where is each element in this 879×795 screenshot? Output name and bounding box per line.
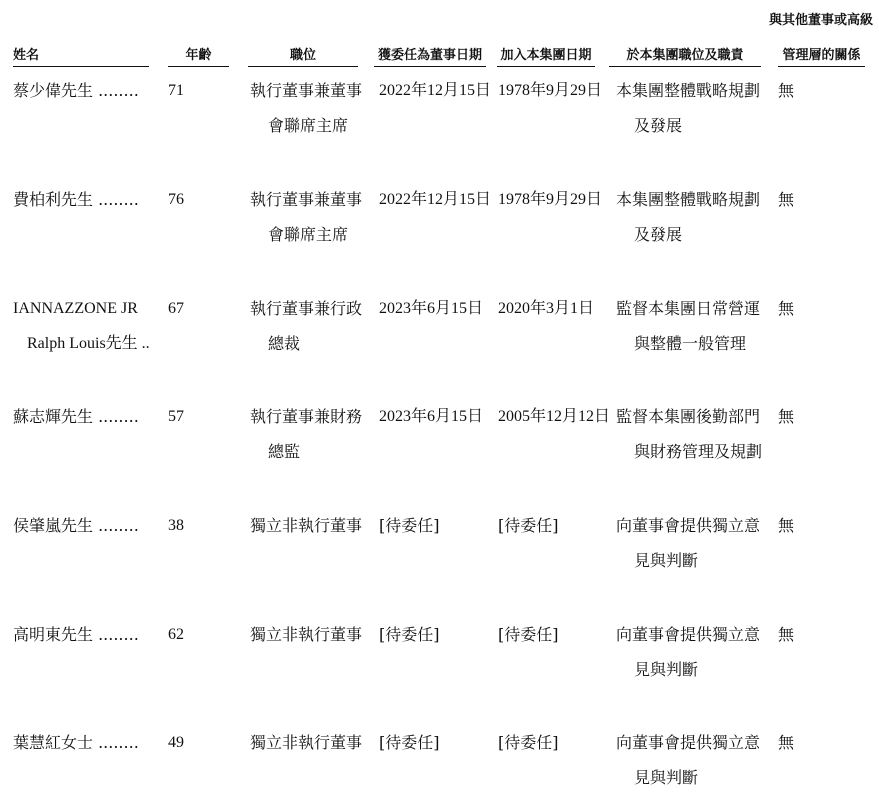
director-position [250, 508, 362, 543]
relationship-value: 無 [778, 190, 795, 209]
director-roles-line: 本集團整體戰略規劃 [616, 81, 761, 100]
header-rule-joined-date [497, 66, 595, 67]
director-position [250, 725, 362, 760]
director-position [250, 617, 362, 652]
director-name [13, 399, 139, 434]
director-name-line: Ralph Louis先生 .. [27, 335, 150, 352]
director-roles-line: 本集團整體戰略規劃 [616, 190, 761, 209]
director-position [250, 291, 362, 361]
director-name [13, 73, 139, 108]
director-name-line: 高明東先生 ........ [13, 625, 139, 644]
director-name-line: 費柏利先生 ........ [13, 190, 139, 209]
relationship-value: 無 [778, 733, 795, 752]
header-roles: 於本集團職位及職責 [626, 48, 744, 63]
director-age: 67 [168, 300, 184, 317]
director-roles-line: 向董事會提供獨立意 [616, 516, 761, 535]
director-roles-line: 見與判斷 [634, 768, 699, 787]
director-roles [616, 508, 760, 578]
director-position-line: 獨立非執行董事 [250, 733, 363, 752]
relationship-value: 無 [778, 81, 795, 100]
appointed-date: [待委任] [379, 733, 440, 752]
joined-date: [待委任] [498, 516, 559, 535]
header-position: 職位 [289, 48, 316, 63]
header-rule-relationship [778, 66, 865, 67]
director-roles-line: 及發展 [634, 225, 683, 244]
director-roles [616, 617, 760, 687]
header-rule-name [13, 66, 149, 67]
header-rule-roles [609, 66, 761, 67]
director-roles-line: 與財務管理及規劃 [634, 442, 763, 461]
director-roles [616, 73, 760, 143]
joined-date: [待委任] [498, 733, 559, 752]
appointed-date: 2022年12月15日 [379, 82, 492, 99]
director-roles [616, 725, 760, 795]
director-roles-line: 及發展 [634, 116, 683, 135]
director-name-line: 蔡少偉先生 ........ [13, 81, 139, 100]
director-roles [616, 399, 762, 469]
header-age: 年齡 [185, 48, 212, 63]
header-joined-date: 加入本集團日期 [500, 48, 592, 63]
director-name [13, 508, 139, 543]
director-roles-line: 監督本集團後勤部門 [616, 407, 761, 426]
relationship-value: 無 [778, 625, 795, 644]
director-age: 38 [168, 517, 184, 534]
director-name [13, 291, 150, 361]
director-roles [616, 182, 760, 252]
joined-date: 1978年9月29日 [498, 191, 603, 208]
appointed-date: 2023年6月15日 [379, 408, 484, 425]
director-roles-line: 向董事會提供獨立意 [616, 625, 761, 644]
director-roles-line: 見與判斷 [634, 660, 699, 679]
director-position-line: 總裁 [268, 334, 301, 353]
director-position-line: 執行董事兼董事 [250, 81, 363, 100]
director-name-line: 葉慧紅女士 ........ [13, 733, 139, 752]
director-name-line: 蘇志輝先生 ........ [13, 407, 139, 426]
joined-date: 2005年12月12日 [498, 408, 611, 425]
appointed-date: [待委任] [379, 516, 440, 535]
relationship-value: 無 [778, 516, 795, 535]
director-age: 57 [168, 408, 184, 425]
director-age: 62 [168, 626, 184, 643]
appointed-date: [待委任] [379, 625, 440, 644]
header-rule-position [248, 66, 358, 67]
director-position [250, 182, 362, 252]
appointed-date: 2023年6月15日 [379, 300, 484, 317]
joined-date: 2020年3月1日 [498, 300, 595, 317]
joined-date: [待委任] [498, 625, 559, 644]
relationship-value: 無 [778, 407, 795, 426]
header-relationship-line1: 與其他董事或高級 [769, 13, 874, 28]
joined-date: 1978年9月29日 [498, 82, 603, 99]
director-name-line: IANNAZZONE JR [13, 300, 138, 317]
director-name [13, 617, 139, 652]
director-name [13, 725, 139, 760]
director-age: 49 [168, 734, 184, 751]
director-roles-line: 監督本集團日常營運 [616, 299, 761, 318]
header-appointed-date: 獲委任為董事日期 [377, 48, 482, 63]
director-age: 71 [168, 82, 184, 99]
director-position-line: 執行董事兼董事 [250, 190, 363, 209]
relationship-value: 無 [778, 299, 795, 318]
director-position [250, 399, 362, 469]
header-rule-age [168, 66, 229, 67]
director-position-line: 執行董事兼行政 [250, 299, 363, 318]
director-position [250, 73, 362, 143]
header-rule-appointed-date [374, 66, 486, 67]
director-roles-line: 見與判斷 [634, 551, 699, 570]
director-age: 76 [168, 191, 184, 208]
director-position-line: 獨立非執行董事 [250, 625, 363, 644]
header-relationship-line2: 管理層的關係 [782, 48, 861, 63]
director-name-line: 侯肇嵐先生 ........ [13, 516, 139, 535]
director-position-line: 會聯席主席 [268, 116, 349, 135]
director-roles-line: 向董事會提供獨立意 [616, 733, 761, 752]
header-name: 姓名 [13, 48, 40, 63]
director-roles-line: 與整體一般管理 [634, 334, 747, 353]
director-position-line: 總監 [268, 442, 301, 461]
director-position-line: 執行董事兼財務 [250, 407, 363, 426]
director-name [13, 182, 139, 217]
director-position-line: 獨立非執行董事 [250, 516, 363, 535]
appointed-date: 2022年12月15日 [379, 191, 492, 208]
director-roles [616, 291, 760, 361]
director-position-line: 會聯席主席 [268, 225, 349, 244]
